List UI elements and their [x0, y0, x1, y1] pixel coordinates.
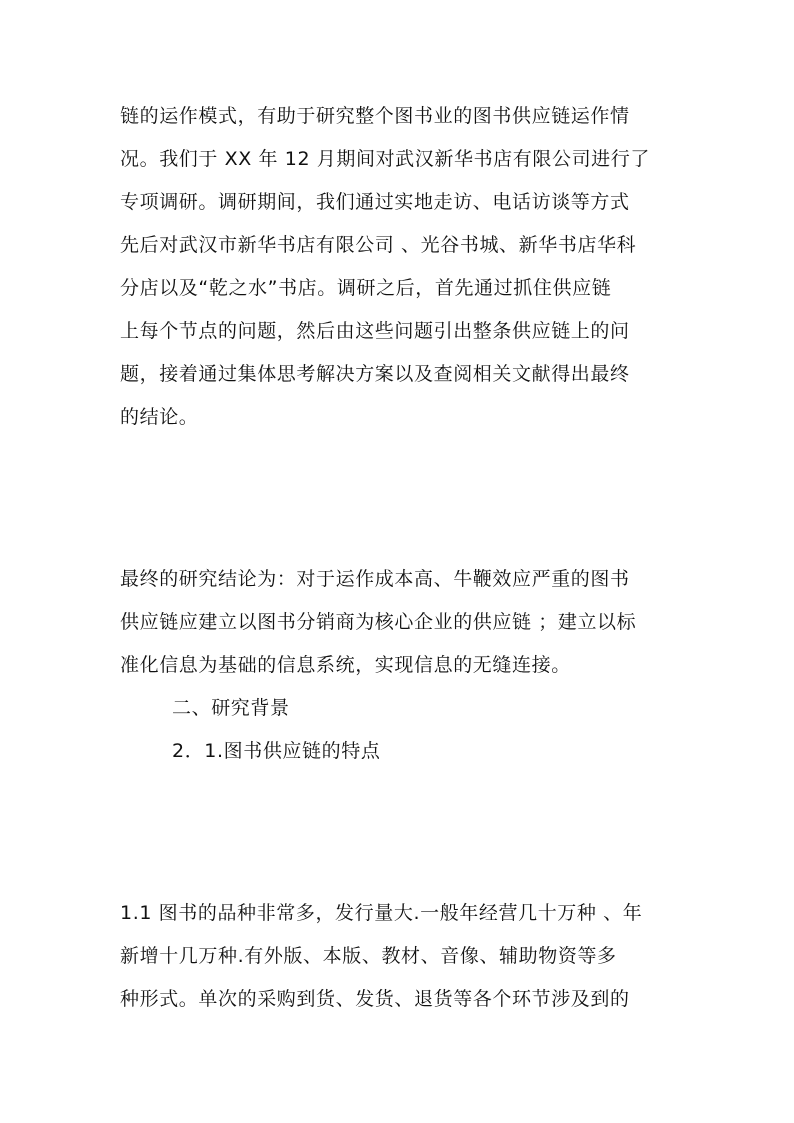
paragraph-1-line: 上每个节点的问题，然后由这些问题引出整条供应链上的问	[120, 320, 630, 342]
subsection-heading: 2．1.图书供应链的特点	[172, 740, 381, 762]
paragraph-2-line: 准化信息为基础的信息系统，实现信息的无缝连接。	[120, 654, 571, 676]
paragraph-1-line: 的结论。	[120, 406, 199, 428]
paragraph-3-line: 种形式。单次的采购到货、发货、退货等各个环节涉及到的	[120, 988, 630, 1010]
section-heading: 二、研究背景	[172, 697, 290, 719]
paragraph-3-line: 新增十几万种.有外版、本版、教材、音像、辅助物资等多	[120, 945, 617, 967]
paragraph-1-line: 分店以及“乾之水”书店。调研之后，首先通过抓住供应链	[120, 277, 612, 299]
paragraph-1-line: 专项调研。调研期间，我们通过实地走访、电话访谈等方式	[120, 191, 630, 213]
paragraph-1-line: 链的运作模式，有助于研究整个图书业的图书供应链运作情	[120, 105, 630, 127]
paragraph-2-line: 供应链应建立以图书分销商为核心企业的供应链 ；建立以标	[120, 611, 637, 633]
paragraph-2-line: 最终的研究结论为：对于运作成本高、牛鞭效应严重的图书	[120, 568, 630, 590]
paragraph-3-line: 1.1 图书的品种非常多，发行量大.一般年经营几十万种 、年	[120, 902, 643, 924]
paragraph-1-line: 题，接着通过集体思考解决方案以及查阅相关文献得出最终	[120, 363, 630, 385]
paragraph-1-line: 况。我们于 XX 年 12 月期间对武汉新华书店有限公司进行了	[120, 148, 650, 170]
paragraph-1-line: 先后对武汉市新华书店有限公司 、光谷书城、新华书店华科	[120, 234, 637, 256]
